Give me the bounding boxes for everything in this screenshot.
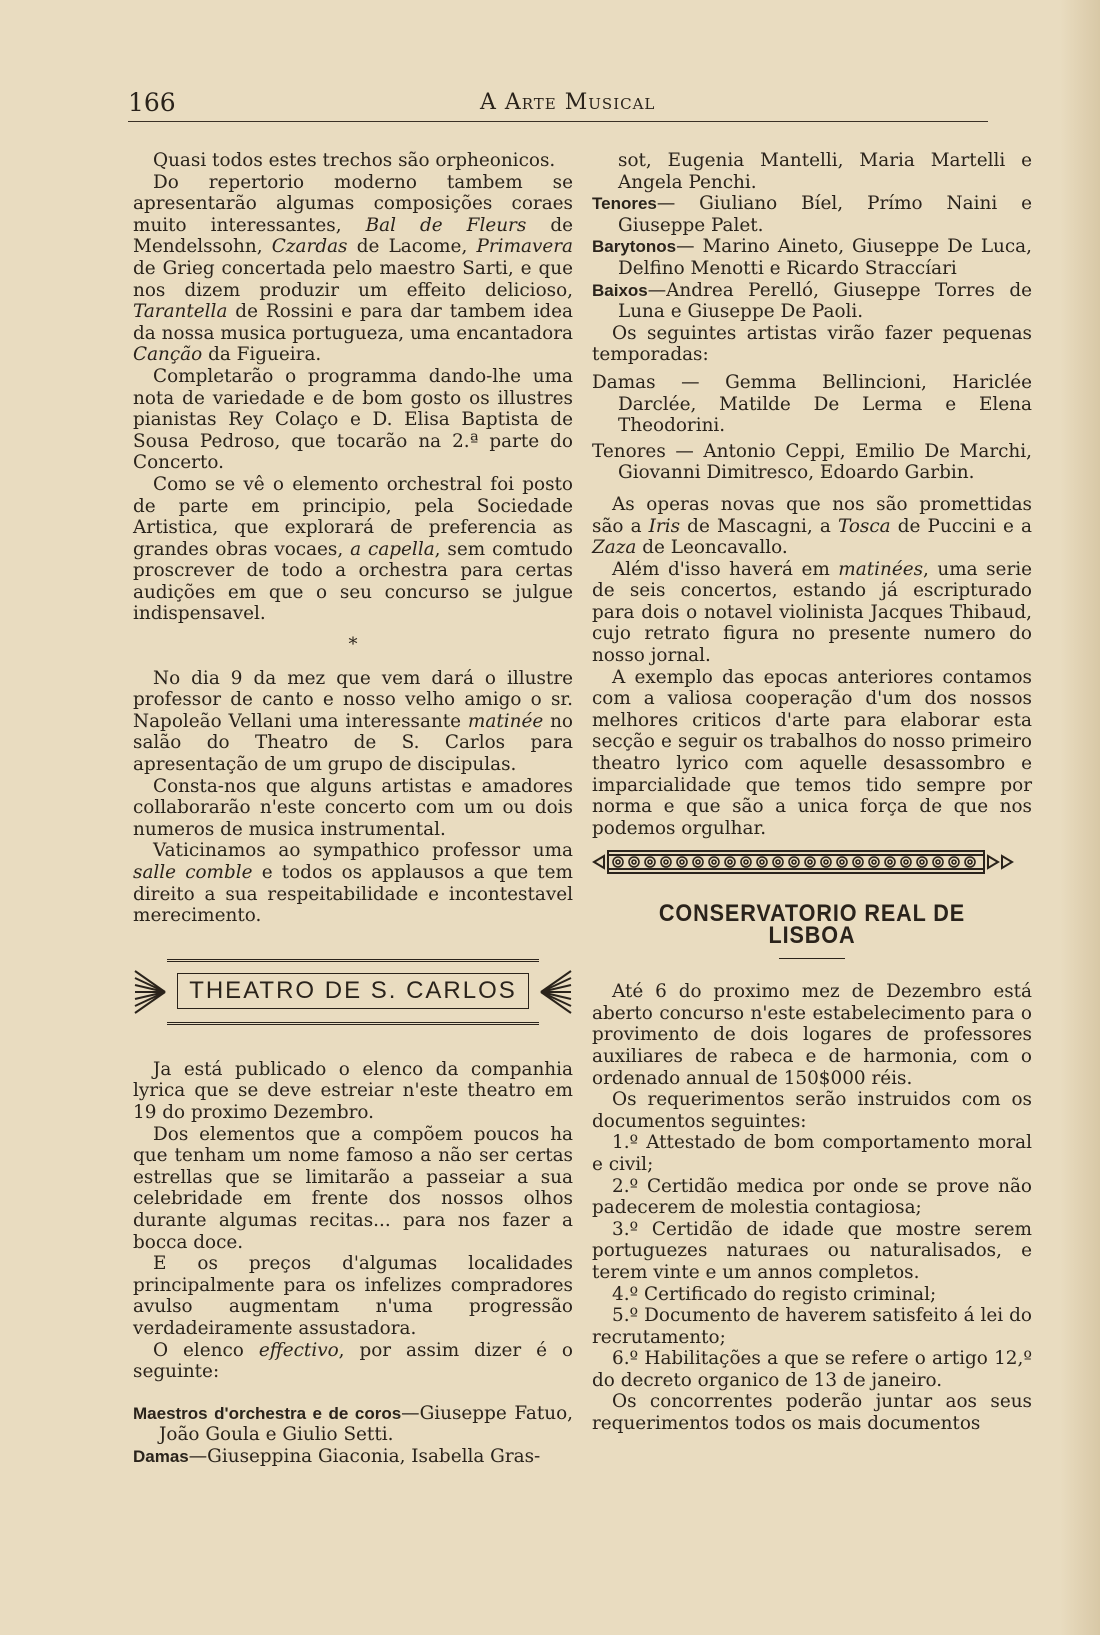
left-column: [133, 150, 573, 1467]
paragraph: O elenco effectivo, por assim dizer é o seguinte:: [133, 1339, 573, 1383]
cast-entry-maestros: Maestros d'orchestra e de coros—Giuseppe Fatuo, João Goula e Giulio Setti.: [133, 1402, 573, 1446]
decorative-frieze-icon: [592, 845, 1032, 879]
paragraph: A exemplo das epocas anteriores contamos com a valiosa cooperação d'um dos nossos melhores criticos d'arte para elaborar esta secção e seguir os trabalhos do nosso primeiro theatro lyrico com aquelle desassombro e imparcialidade que temos tido sempre por norma e que são a unica força de que nos podemos orgulhar.: [592, 666, 1032, 839]
paragraph: Além d'isso haverá em matinées, uma serie de seis concertos, estando já escripturado para dois o notavel violinista Jacques Thibaud, cujo retrato figura no presente numero do nosso jornal.: [592, 558, 1032, 667]
list-item: 1.º Attestado de bom comportamento moral e civil;: [592, 1132, 1032, 1175]
list-item: 5.º Documento de haverem satisfeito á lei do recrutamento;: [592, 1305, 1032, 1348]
cast-entry-barytonos: Barytonos— Marino Aineto, Giuseppe De Luca, Delfino Menotti e Ricardo Straccíari: [592, 236, 1032, 279]
right-column: [592, 150, 1032, 1435]
cast-entry-baixos: Baixos—Andrea Perelló, Giuseppe Torres de Luna e Giuseppe De Paoli.: [592, 279, 1032, 323]
conservatorio-heading: CONSERVATORIO REAL DE LISBOA: [658, 900, 966, 949]
paragraph: Do repertorio moderno tambem se apresentarão algumas composições coraes muito interessantes, Bal de Fleurs de Mendelssohn, Czardas de Lacome, Primavera de Grieg concertada pelo maestro Sarti, e que nos dizem produzir um effeito delicioso, Tarantella de Rossini e para dar tambem idea da nossa musica portugueza, uma encantadora Canção da Figueira.: [133, 171, 573, 366]
theatro-heading-frame: [133, 945, 573, 1045]
paragraph: Até 6 do proximo mez de Dezembro está aberto concurso n'este estabelecimento para o provimento de dois logares de professores auxiliares de rabeca e de harmonia, com o ordenado annual de 150$000 réis.: [592, 981, 1032, 1089]
list-item: 2.º Certidão medica por onde se prove não padecerem de molestia contagiosa;: [592, 1175, 1032, 1219]
theatro-heading: THEATRO DE S. CARLOS: [177, 973, 529, 1009]
fan-ornament-icon: [539, 967, 573, 1017]
paragraph: Como se vê o elemento orchestral foi posto de parte em principio, pela Sociedade Artistica, que explorará de preferencia as grandes obras vocaes, a capella, sem comtudo proscrever de todo a orchestra para certas audições em que o seu concurso se julgue indispensavel.: [133, 473, 573, 625]
page-number: 166: [128, 88, 176, 117]
paragraph: Os concorrentes poderão juntar aos seus requerimentos todos os mais documentos: [592, 1391, 1032, 1435]
page-edge: [1060, 0, 1100, 1635]
guest-entry-damas: Damas — Gemma Bellincioni, Hariclée Darclée, Matilde De Lerma e Elena Theodorini.: [592, 371, 1032, 437]
paragraph: Vaticinamos ao sympathico professor uma salle comble e todos os applausos a que tem direito a sua respeitabilidade e incontestavel merecimento.: [133, 840, 573, 927]
page-header: [128, 88, 988, 122]
list-item: 4.º Certificado do registo criminal;: [612, 1283, 937, 1305]
list-item: 3.º Certidão de idade que mostre serem portuguezes naturaes ou naturalisados, e terem vinte e um annos completos.: [592, 1218, 1032, 1283]
paragraph: Quasi todos estes trechos são orpheonicos.: [153, 150, 556, 171]
fan-ornament-icon: [133, 967, 167, 1017]
paragraph: Dos elementos que a compõem poucos ha que tenham um nome famoso a não ser certas estrellas que se limitarão a passeiar a sua celebridade em frente dos nossos olhos durante algumas recitas... para nos fazer a bocca doce.: [133, 1123, 573, 1253]
cast-entry-damas: Damas—Giuseppina Giaconia, Isabella Gras-: [133, 1445, 541, 1467]
asterism: *: [348, 634, 358, 656]
guest-entry-tenores: Tenores — Antonio Ceppi, Emilio De Marchi, Giovanni Dimitresco, Edoardo Garbin.: [592, 440, 1032, 484]
paragraph: E os preços d'algumas localidades principalmente para os infelizes compradores avulso augmentam n'uma progressão verdadeiramente assustadora.: [133, 1253, 573, 1339]
cast-entry-tenores: Tenores— Giuliano Bíel, Prímo Naini e Giuseppe Palet.: [592, 193, 1032, 236]
running-title: A Arte Musical: [480, 90, 656, 115]
short-rule: [779, 958, 845, 959]
list-item: 6.º Habilitações a que se refere o artigo 12,º do decreto organico de 13 de janeiro.: [592, 1348, 1032, 1391]
paragraph: Os seguintes artistas virão fazer pequenas temporadas:: [592, 322, 1032, 366]
paragraph: Os requerimentos serão instruidos com os documentos seguintes:: [592, 1089, 1032, 1132]
cast-entry-damas-continued: sot, Eugenia Mantelli, Maria Martelli e Angela Penchi.: [618, 150, 1032, 193]
paragraph: No dia 9 da mez que vem dará o illustre professor de canto e nosso velho amigo o sr. Napoleão Vellani uma interessante matinée no salão do Theatro de S. Carlos para apresentação de um grupo de discipulas.: [133, 667, 573, 776]
header-rule: [128, 121, 988, 122]
paragraph: As operas novas que nos são promettidas são a Iris de Mascagni, a Tosca de Puccini e a Zaza de Leoncavallo.: [592, 493, 1032, 559]
paragraph: Completarão o programma dando-lhe uma nota de variedade e de bom gosto os illustres pianistas Rey Colaço e D. Elisa Baptista de Sousa Pedroso, que tocarão na 2.ª parte do Concerto.: [133, 365, 573, 474]
paragraph: Consta-nos que alguns artistas e amadores collaborarão n'este concerto com um ou dois numeros de musica instrumental.: [133, 775, 573, 840]
paragraph: Ja está publicado o elenco da companhia lyrica que se deve estreiar n'este theatro em 19 do proximo Dezembro.: [133, 1058, 573, 1123]
